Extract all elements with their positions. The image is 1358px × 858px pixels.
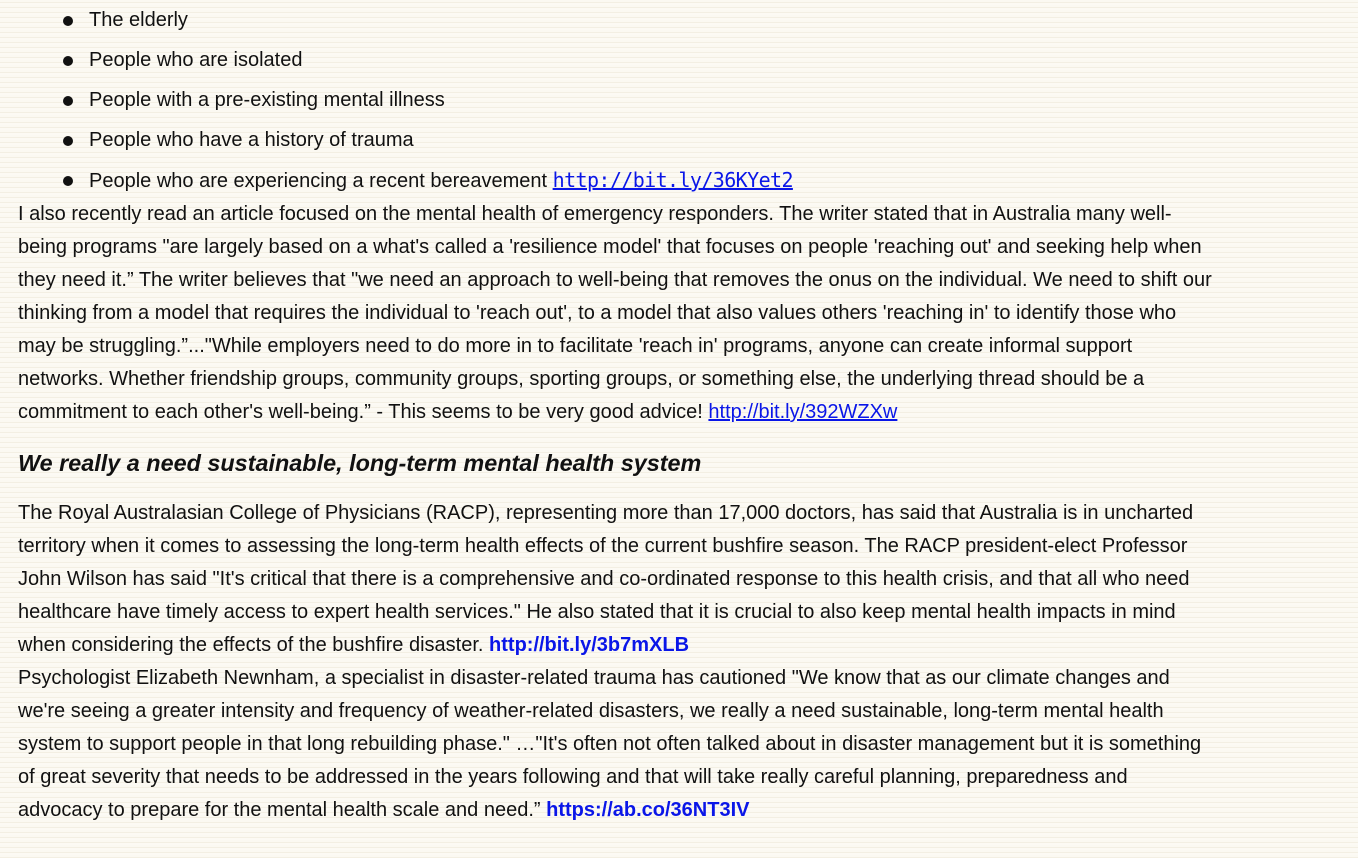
paragraph-line: networks. Whether friendship groups, community groups, sporting groups, or something else, the underlying thread should be a	[18, 368, 1145, 390]
newnham-paragraph	[18, 662, 1348, 827]
paragraph-line	[18, 396, 1348, 429]
racp-paragraph	[18, 497, 1348, 662]
document-page	[18, 0, 1348, 827]
paragraph-line: The Royal Australasian College of Physicians (RACP), representing more than 17,000 doctors, has said that Australia is in uncharted	[18, 502, 1194, 524]
list-item	[18, 0, 1348, 40]
bullet-icon	[63, 96, 73, 106]
paragraph-line: they need it.” The writer believes that "we need an approach to well-being that removes the onus on the individual. We need to shift our	[18, 269, 1212, 291]
racp-source-link[interactable]: http://bit.ly/3b7mXLB	[489, 634, 690, 656]
paragraph-line: of great severity that needs to be addressed in the years following and that will take really careful planning, preparedness and	[18, 766, 1128, 788]
paragraph-line	[18, 629, 1348, 662]
list-item-text: People with a pre-existing mental illness	[89, 89, 445, 111]
list-item-text: The elderly	[89, 9, 188, 31]
list-item-text: People who are experiencing a recent bereavement	[89, 170, 553, 192]
paragraph-line-text: when considering the effects of the bushfire disaster.	[18, 634, 490, 656]
paragraph-line-text: commitment to each other's well-being.” - This seems to be very good advice!	[18, 401, 709, 423]
paragraph-line: being programs "are largely based on a what's called a 'resilience model' that focuses on people 'reaching out' and seeking help when	[18, 236, 1202, 258]
emergency-responders-source-link[interactable]: http://bit.ly/392WZXw	[708, 401, 898, 423]
bullet-icon	[63, 16, 73, 26]
paragraph-line: Psychologist Elizabeth Newnham, a specialist in disaster-related trauma has cautioned "We know that as our climate changes and	[18, 667, 1170, 689]
paragraph-line	[18, 794, 1348, 827]
newnham-source-link[interactable]: https://ab.co/36NT3IV	[546, 799, 750, 821]
list-item	[18, 160, 1348, 200]
list-item-text: People who are isolated	[89, 49, 303, 71]
paragraph-line: system to support people in that long rebuilding phase." …"It's often not often talked about in disaster management but it is something	[18, 733, 1202, 755]
list-item	[18, 120, 1348, 160]
paragraph-line: territory when it comes to assessing the long-term health effects of the current bushfire season. The RACP president-elect Professor	[18, 535, 1188, 557]
bullet-icon	[63, 136, 73, 146]
bereavement-source-link[interactable]: http://bit.ly/36KYet2	[552, 168, 793, 192]
paragraph-line: thinking from a model that requires the individual to 'reach out', to a model that also values others 'reaching in' to identify those who	[18, 302, 1177, 324]
paragraph-line: we're seeing a greater intensity and frequency of weather-related disasters, we really a need sustainable, long-term mental health	[18, 700, 1164, 722]
paragraph-line: I also recently read an article focused on the mental health of emergency responders. The writer stated that in Australia many well-	[18, 203, 1172, 225]
emergency-responders-paragraph	[18, 198, 1348, 429]
bullet-icon	[63, 176, 73, 186]
bullet-icon	[63, 56, 73, 66]
paragraph-line: healthcare have timely access to expert health services." He also stated that it is crucial to also keep mental health impacts in mind	[18, 601, 1176, 623]
list-item	[18, 80, 1348, 120]
paragraph-line-text: advocacy to prepare for the mental health scale and need.”	[18, 799, 547, 821]
paragraph-line: may be struggling.”..."While employers need to do more in to facilitate 'reach in' programs, anyone can create informal support	[18, 335, 1133, 357]
list-item	[18, 40, 1348, 80]
list-item-text: People who have a history of trauma	[89, 129, 414, 151]
section-heading: We really a need sustainable, long-term mental health system	[18, 450, 702, 476]
vulnerable-groups-list	[18, 0, 1348, 200]
paragraph-line: John Wilson has said "It's critical that there is a comprehensive and co-ordinated response to this health crisis, and that all who need	[18, 568, 1190, 590]
